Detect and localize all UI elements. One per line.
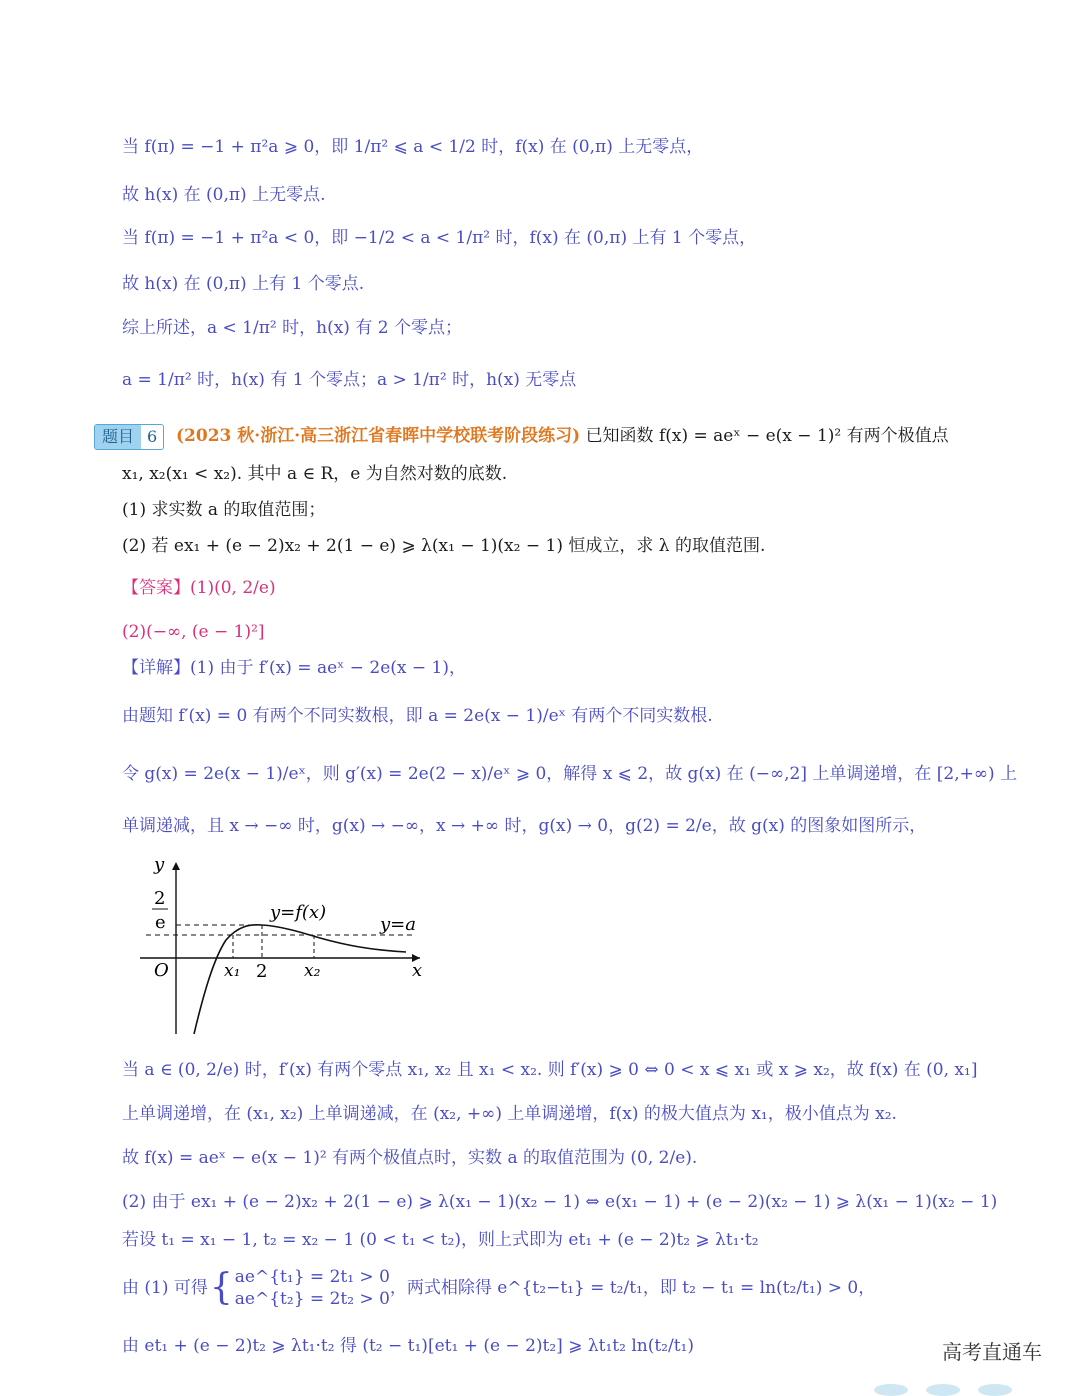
detail-line-5: 当 a ∈ (0, 2/e) 时，f′(x) 有两个零点 x₁, x₂ 且 x₁ < x₂. 则 f′(x) ⩾ 0 ⇔ 0 < x ⩽ x₁ 或 x ⩾ x₂，故 f(x) 在 (0, x₁]: [122, 1060, 978, 1080]
detail-line-8: (2) 由于 ex₁ + (e − 2)x₂ + 2(1 − e) ⩾ λ(x₁ − 1)(x₂ − 1) ⇔ e(x₁ − 1) + (e − 2)(x₂ − 1) ⩾ λ(x₁ − 1)(x₂ − 1): [122, 1192, 998, 1212]
detail-10-prefix: 由 (1) 可得: [122, 1278, 208, 1298]
problem-stem-2: x₁, x₂(x₁ < x₂). 其中 a ∈ R，e 为自然对数的底数.: [122, 464, 508, 484]
system-eq-1: ae^{t₁} = 2t₁ > 0: [234, 1267, 390, 1287]
x1-label: x₁: [224, 961, 241, 981]
answer-label: 【答案】: [122, 578, 190, 598]
solution-line-1: 当 f(π) = −1 + π²a ⩾ 0，即 1/π² ⩽ a < 1/2 时，f(x) 在 (0,π) 上无零点，: [122, 137, 704, 157]
problem-source: (2023 秋·浙江·高三浙江省春晖中学校联考阶段练习): [176, 426, 581, 446]
decor-dot-1: [874, 1384, 908, 1396]
detail-line-11: 由 et₁ + (e − 2)t₂ ⩾ λt₁·t₂ 得 (t₂ − t₁)[et₁ + (e − 2)t₂] ⩾ λt₁t₂ ln(t₂/t₁): [122, 1336, 694, 1356]
problem-header: [176, 424, 949, 448]
y-axis-label: y: [154, 854, 165, 875]
detail-label: 【详解】: [122, 658, 190, 678]
detail-10-suffix: ，两式相除得 e^{t₂−t₁} = t₂/t₁，即 t₂ − t₁ = ln(t₂/t₁) > 0，: [389, 1278, 876, 1298]
question-2: (2) 若 ex₁ + (e − 2)x₂ + 2(1 − e) ⩾ λ(x₁ − 1)(x₂ − 1) 恒成立，求 λ 的取值范围.: [122, 536, 766, 556]
problem-stem-1: 已知函数 f(x) = aeˣ − e(x − 1)² 有两个极值点: [585, 426, 949, 446]
problem-badge: [94, 424, 164, 450]
solution-line-4: 故 h(x) 在 (0,π) 上有 1 个零点.: [122, 274, 365, 294]
line-label: y=a: [380, 914, 416, 935]
solution-line-6: a = 1/π² 时，h(x) 有 1 个零点；a > 1/π² 时，h(x) 无零点: [122, 370, 577, 390]
origin-label: O: [154, 960, 169, 981]
decor-dot-2: [926, 1384, 960, 1396]
detail-line-2: 由题知 f′(x) = 0 有两个不同实数根，即 a = 2e(x − 1)/eˣ 有两个不同实数根.: [122, 706, 713, 726]
watermark: 高考直通车: [942, 1340, 1042, 1364]
tick-2e-numerator: 2: [154, 888, 166, 909]
detail-line-7: 故 f(x) = aeˣ − e(x − 1)² 有两个极值点时，实数 a 的取值范围为 (0, 2/e).: [122, 1148, 698, 1168]
answer-1: (1)(0, 2/e): [190, 578, 276, 598]
brace-symbol: {: [209, 1267, 233, 1308]
solution-line-2: 故 h(x) 在 (0,π) 上无零点.: [122, 185, 326, 205]
equation-system: [235, 1266, 390, 1310]
detail-line-6: 上单调递增，在 (x₁, x₂) 上单调递减，在 (x₂, +∞) 上单调递增，f(x) 的极大值点为 x₁，极小值点为 x₂.: [122, 1104, 897, 1124]
answer-2: (2)(−∞, (e − 1)²]: [122, 622, 265, 642]
detail-line-10: [122, 1266, 875, 1310]
problem-badge-label: 题目: [95, 425, 141, 449]
problem-badge-number: 6: [141, 425, 163, 449]
tick-2e-denominator: e: [155, 912, 166, 933]
detail-line-3: 令 g(x) = 2e(x − 1)/eˣ，则 g′(x) = 2e(2 − x)/eˣ ⩾ 0，解得 x ⩽ 2，故 g(x) 在 (−∞,2] 上单调递增，在 [2,+∞) 上: [122, 764, 1018, 784]
detail-text-1: (1) 由于 f′(x) = aeˣ − 2e(x − 1)，: [190, 658, 466, 678]
detail-line-1: [122, 656, 466, 680]
function-graph: [130, 852, 430, 1038]
curve-label: y=f(x): [270, 902, 327, 923]
y-axis-arrow: [172, 862, 180, 870]
x-two-label: 2: [256, 961, 268, 982]
system-eq-2: ae^{t₂} = 2t₂ > 0: [234, 1289, 390, 1309]
solution-line-5: 综上所述，a < 1/π² 时，h(x) 有 2 个零点；: [122, 318, 462, 338]
solution-line-3: 当 f(π) = −1 + π²a < 0，即 −1/2 < a < 1/π² 时，f(x) 在 (0,π) 上有 1 个零点，: [122, 228, 757, 248]
question-1: (1) 求实数 a 的取值范围；: [122, 500, 326, 520]
detail-line-4: 单调递减，且 x → −∞ 时，g(x) → −∞，x → +∞ 时，g(x) → 0，g(2) = 2/e，故 g(x) 的图象如图所示，: [122, 816, 927, 836]
detail-line-9: 若设 t₁ = x₁ − 1, t₂ = x₂ − 1 (0 < t₁ < t₂)，则上式即为 et₁ + (e − 2)t₂ ⩾ λt₁·t₂: [122, 1230, 759, 1250]
answer-line-1: [122, 576, 276, 600]
x-axis-label: x: [412, 960, 423, 981]
x2-label: x₂: [304, 961, 321, 981]
decor-dot-3: [978, 1384, 1012, 1396]
